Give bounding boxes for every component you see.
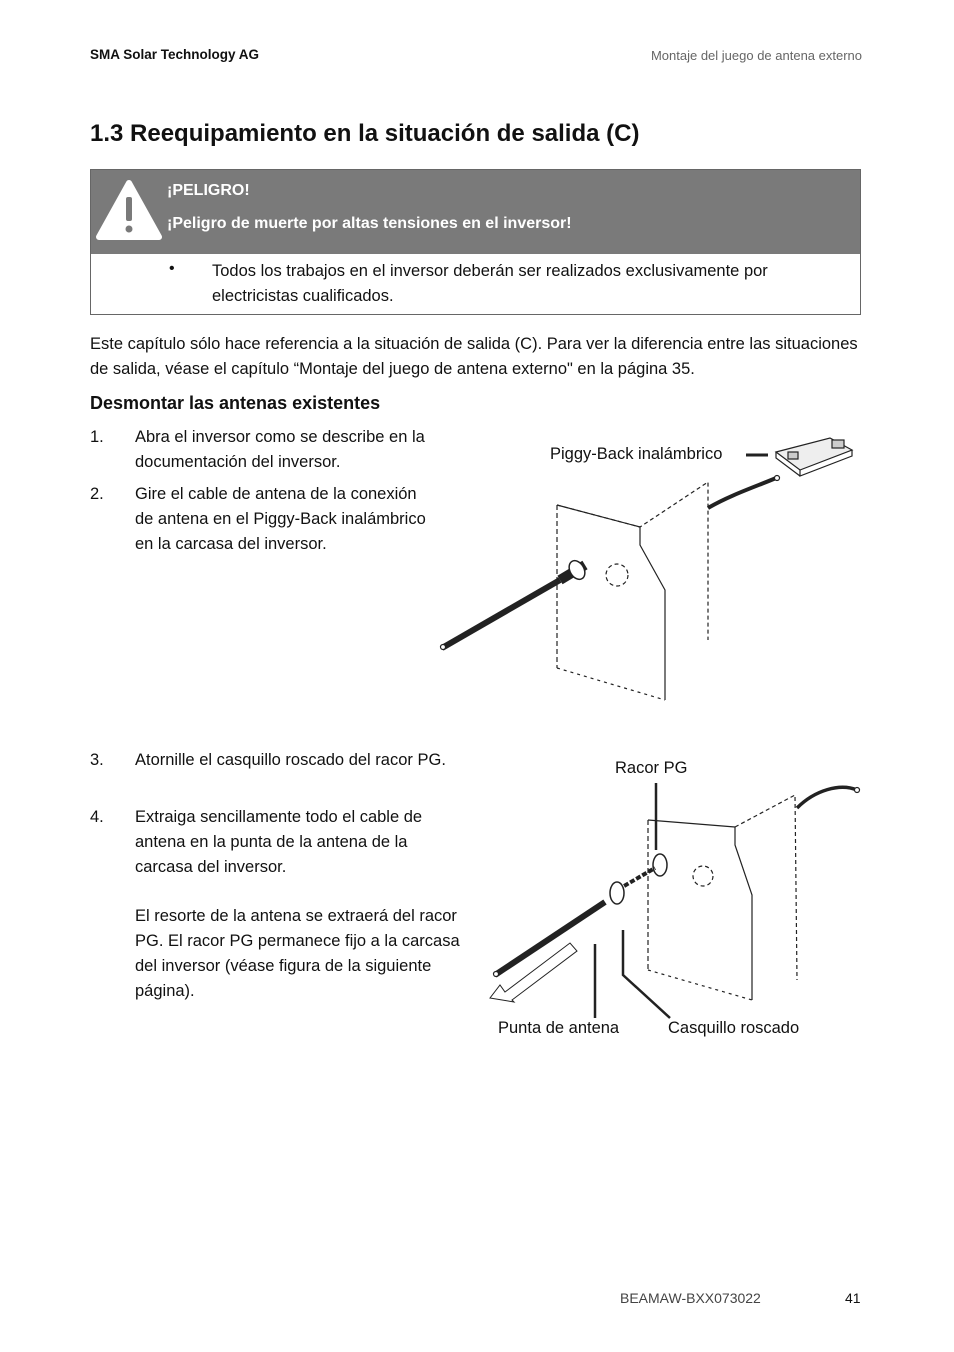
section-subheading: Desmontar las antenas existentes [90, 393, 381, 413]
header-section: Montaje del juego de antena externo [650, 48, 862, 63]
label-piggyback: Piggy-Back inalámbrico [550, 445, 723, 463]
footer-document-code: BEAMAW-BXX073022 [620, 1290, 761, 1306]
bullet-marker: • [169, 260, 175, 277]
step-text: Abra el inversor como se describe en la documentación del inversor. [135, 428, 425, 471]
label-racor-pg: Racor PG [615, 759, 688, 777]
danger-message: ¡Peligro de muerte por altas tensiones en el inversor! [167, 215, 572, 232]
page-number: 41 [845, 1290, 861, 1306]
step-note: El resorte de la antena se extraerá del racor PG. El racor PG permanece fijo a la carcasa del inversor (véase figura de la siguiente página). [135, 907, 460, 1000]
danger-item: Todos los trabajos en el inversor deberán ser realizados exclusivamente por electricistas cualificados. [212, 262, 768, 305]
label-punta-antena: Punta de antena [498, 1019, 620, 1037]
step-text: Gire el cable de antena de la conexión de antena en el Piggy-Back inalámbrico en la carcasa del inversor. [135, 485, 426, 553]
step-text: Extraiga sencillamente todo el cable de antena en la punta de la antena de la carcasa del inversor. [135, 808, 423, 876]
step-number: 1. [90, 428, 104, 446]
intro-paragraph: Este capítulo sólo hace referencia a la situación de salida (C). Para ver la diferencia entre las situaciones de salida, véase el capítulo “Montaje del juego de antena externo" en la página 35. [90, 335, 858, 378]
step-number: 2. [90, 485, 104, 503]
label-casquillo-roscado: Casquillo roscado [668, 1019, 800, 1037]
step-number: 3. [90, 751, 104, 769]
step-text: Atornille el casquillo roscado del racor PG. [135, 751, 446, 769]
step-number: 4. [90, 808, 104, 826]
header-company: SMA Solar Technology AG [90, 47, 260, 62]
figure-pg-gland [490, 783, 860, 1018]
page-title: 1.3 Reequipamiento en la situación de salida (C) [90, 120, 640, 147]
danger-label: ¡PELIGRO! [167, 182, 250, 199]
